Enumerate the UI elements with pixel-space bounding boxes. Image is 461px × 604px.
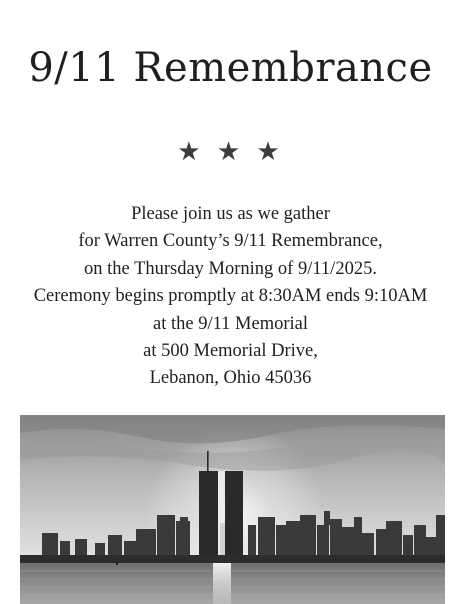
- message-line: Lebanon, Ohio 45036: [149, 368, 312, 389]
- message-line: on the Thursday Morning of 9/11/2025.: [84, 258, 377, 279]
- star-icon: ★: [216, 137, 245, 167]
- page-title: 9/11 Remembrance: [28, 45, 433, 91]
- invitation-message: [0, 201, 461, 393]
- message-line: Ceremony begins promptly at 8:30AM ends 9:10AM: [33, 286, 428, 307]
- message-line: for Warren County’s 9/11 Remembrance,: [78, 231, 383, 252]
- star-icon: ★: [177, 137, 205, 167]
- twin-towers-skyline-photo: [20, 415, 445, 604]
- message-line: at the 9/11 Memorial: [153, 313, 308, 334]
- stars-divider: [0, 136, 461, 168]
- star-icon: ★: [256, 137, 284, 167]
- message-line: Please join us as we gather: [131, 204, 330, 224]
- message-line: at 500 Memorial Drive,: [143, 341, 318, 362]
